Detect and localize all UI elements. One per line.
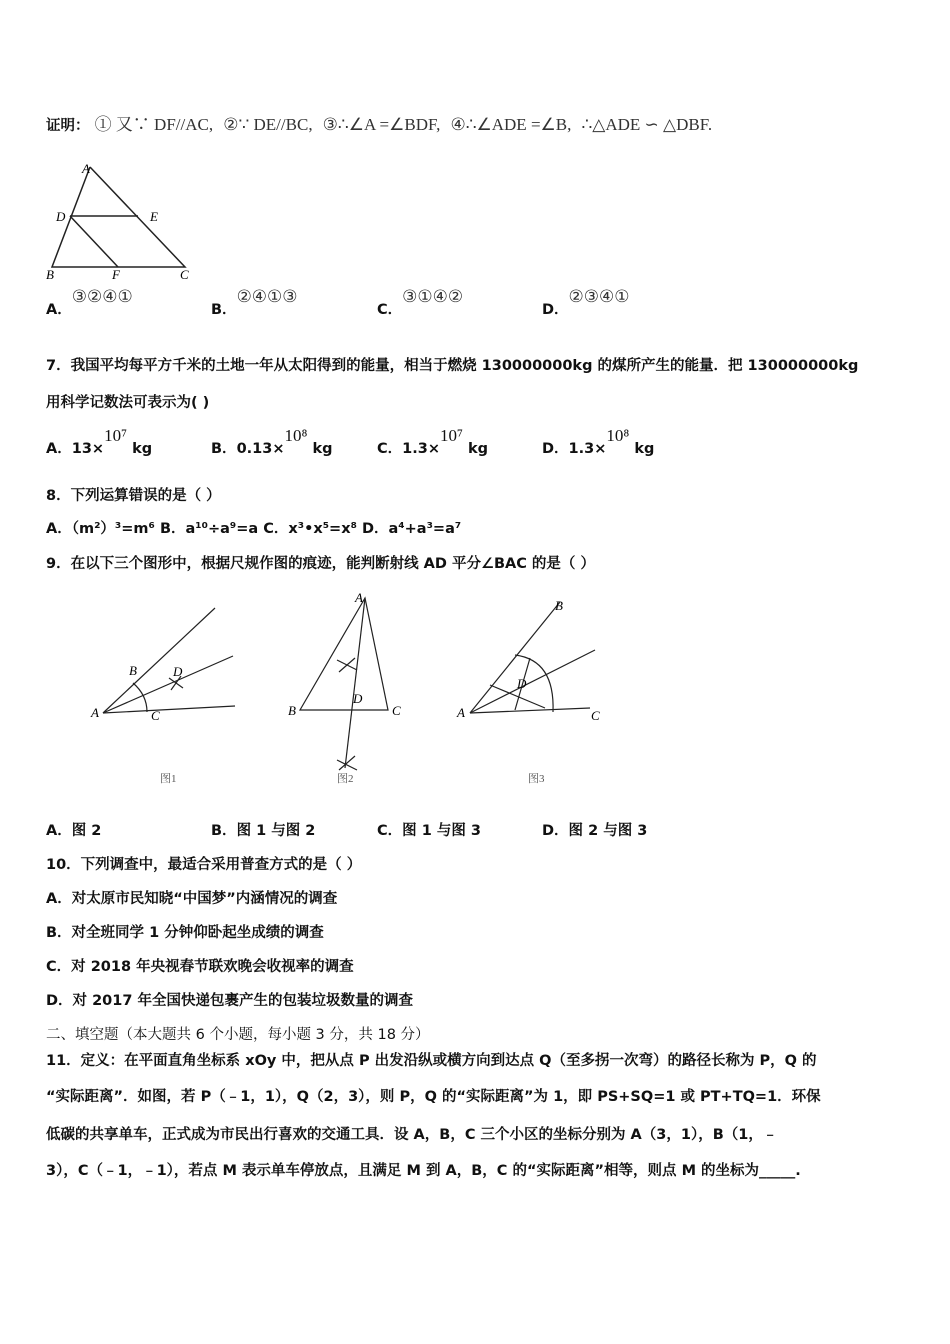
option-letter: D． (542, 302, 569, 318)
q8-options: A．（m²）³=m⁶ B．a¹⁰÷a⁹=a C．x³•x⁵=x⁸ D．a⁴+a³=a⁷ (46, 521, 462, 537)
section-heading: 二、填空题（本大题共 6 个小题，每小题 3 分，共 18 分） (46, 1027, 430, 1043)
proof-conclusion: ∴△ADE ∽ △DBF (581, 115, 708, 134)
option-letter: C． (377, 441, 403, 457)
q7-option-c[interactable] (377, 426, 489, 458)
q7-stem-line1: 7．我国平均每平方千米的土地一年从太阳得到的能量，相当于燃烧 130000000kg 的煤所产生的能量．把 130000000kg (46, 358, 859, 374)
svg-text:B: B (555, 598, 563, 613)
q9-option-c[interactable] (377, 819, 481, 840)
option-text: 图 1 与图 3 (402, 823, 481, 839)
option-coef: 0.13× (236, 441, 285, 457)
q6-option-d[interactable] (542, 287, 630, 319)
separator: , (567, 115, 572, 134)
option-text: ②④①③ (236, 287, 298, 306)
svg-text:B: B (288, 703, 296, 718)
svg-text:C: C (591, 708, 600, 723)
fig2-line-ad (345, 598, 365, 768)
label-c: C (180, 267, 189, 282)
option-coef: 1.3× (568, 441, 607, 457)
q10-option-b[interactable]: B．对全班同学 1 分钟仰卧起坐成绩的调查 (46, 925, 324, 941)
q10-stem: 10．下列调查中，最适合采用普查方式的是（ ） (46, 857, 362, 873)
option-letter: A． (46, 302, 72, 318)
option-power: 10⁸ (606, 426, 630, 445)
separator: , (308, 115, 313, 134)
fig3-caption: 图3 (528, 773, 545, 785)
option-text: ③②④① (71, 287, 133, 306)
option-text: 图 2 (71, 823, 102, 839)
segment-df (70, 216, 118, 267)
q11-line4: 3），C（﹣1，﹣1），若点 M 表示单车停放点，且满足 M 到 A，B，C 的“实际距离”相等，则点 M 的坐标为_____. (46, 1163, 801, 1179)
q10-option-a[interactable]: A．对太原市民知晓“中国梦”内涵情况的调查 (46, 891, 338, 907)
svg-text:D: D (353, 691, 363, 706)
svg-text:C: C (392, 703, 401, 718)
label-a: A (82, 161, 90, 176)
option-letter: A． (46, 823, 72, 839)
option-letter: B． (211, 441, 237, 457)
q10-option-d[interactable]: D．对 2017 年全国快递包裹产生的包装垃圾数量的调查 (46, 993, 413, 1009)
svg-text:C: C (151, 708, 160, 723)
separator: , (208, 115, 214, 134)
svg-text:A: A (457, 705, 465, 720)
separator: , (436, 115, 441, 134)
option-letter: D． (542, 441, 569, 457)
q9-figures (85, 590, 625, 795)
option-text: 图 1 与图 2 (236, 823, 316, 839)
proof-label: 证明： (46, 118, 90, 134)
fig2-triangle (300, 598, 388, 710)
period: . (707, 115, 713, 134)
option-unit: kg (132, 441, 153, 457)
fig1-caption: 图1 (160, 773, 177, 785)
svg-text:D: D (517, 676, 527, 691)
q11-line3: 低碳的共享单车，正式成为市民出行喜欢的交通工具．设 A，B，C 三个小区的坐标分别为 A（3，1），B（1，﹣ (46, 1127, 778, 1143)
option-coef: 13× (71, 441, 105, 457)
option-letter: B． (211, 302, 237, 318)
option-letter: C． (377, 823, 403, 839)
fig2-caption: 图2 (337, 773, 354, 785)
option-text: 图 2 与图 3 (568, 823, 648, 839)
fig1-arc (133, 683, 147, 712)
svg-text:D: D (173, 664, 183, 679)
option-power: 10⁷ (440, 426, 463, 445)
q7-option-a[interactable] (46, 426, 153, 458)
label-b: B (46, 267, 54, 282)
option-power: 10⁸ (284, 426, 308, 445)
q7-option-b[interactable] (211, 426, 333, 458)
q6-option-c[interactable] (377, 287, 464, 319)
q6-option-b[interactable] (211, 287, 298, 319)
label-e: E (150, 209, 158, 224)
q11-line2: “实际距离”．如图，若 P（﹣1，1），Q（2，3），则 P，Q 的“实际距离”为 1，即 PS+SQ=1 或 PT+TQ=1．环保 (46, 1089, 821, 1105)
option-unit: kg (634, 441, 655, 457)
q9-stem: 9．在以下三个图形中，根据尺规作图的痕迹，能判断射线 AD 平分∠BAC 的是（ ） (46, 556, 595, 572)
proof-step-2: ②∵ DE//BC (223, 115, 309, 134)
option-text: ③①④② (402, 287, 464, 306)
q10-option-c[interactable]: C．对 2018 年央视春节联欢晚会收视率的调查 (46, 959, 354, 975)
q6-option-a[interactable] (46, 287, 133, 319)
fig1-ray-ab (103, 608, 215, 713)
option-letter: A． (46, 441, 72, 457)
q7-option-d[interactable] (542, 426, 655, 458)
proof-line (46, 110, 712, 135)
q9-option-a[interactable] (46, 819, 101, 840)
option-unit: kg (468, 441, 489, 457)
option-coef: 1.3× (402, 441, 440, 457)
svg-text:B: B (129, 663, 137, 678)
option-letter: B． (211, 823, 237, 839)
q8-stem: 8．下列运算错误的是（ ） (46, 488, 221, 504)
svg-text:A: A (91, 705, 99, 720)
svg-text:A: A (355, 590, 363, 605)
option-power: 10⁷ (104, 426, 127, 445)
option-unit: kg (312, 441, 333, 457)
fig3-ray-ad (470, 650, 595, 713)
q9-option-b[interactable] (211, 819, 315, 840)
proof-step-4: ④∴∠ADE =∠B (450, 115, 568, 134)
triangle-figure (40, 155, 210, 285)
fig1-ray-ad (103, 656, 233, 713)
fig3-ray-ac (470, 708, 590, 713)
fig3-ray-ab (470, 602, 560, 713)
proof-step-3: ③∴∠A =∠BDF (322, 115, 437, 134)
q9-option-d[interactable] (542, 819, 647, 840)
q7-stem-line2: 用科学记数法可表示为( ) (46, 395, 210, 411)
fig1-ray-ac (103, 706, 235, 713)
q11-line1: 11．定义：在平面直角坐标系 xOy 中，把从点 P 出发沿纵或横方向到达点 Q（至多拐一次弯）的路径长称为 P，Q 的 (46, 1053, 817, 1069)
option-letter: D． (542, 823, 569, 839)
option-text: ②③④① (568, 287, 630, 306)
label-f: F (112, 267, 120, 282)
option-letter: C． (377, 302, 403, 318)
label-d: D (56, 209, 66, 224)
proof-step-1: ① 又∵ DF//AC (94, 115, 209, 134)
